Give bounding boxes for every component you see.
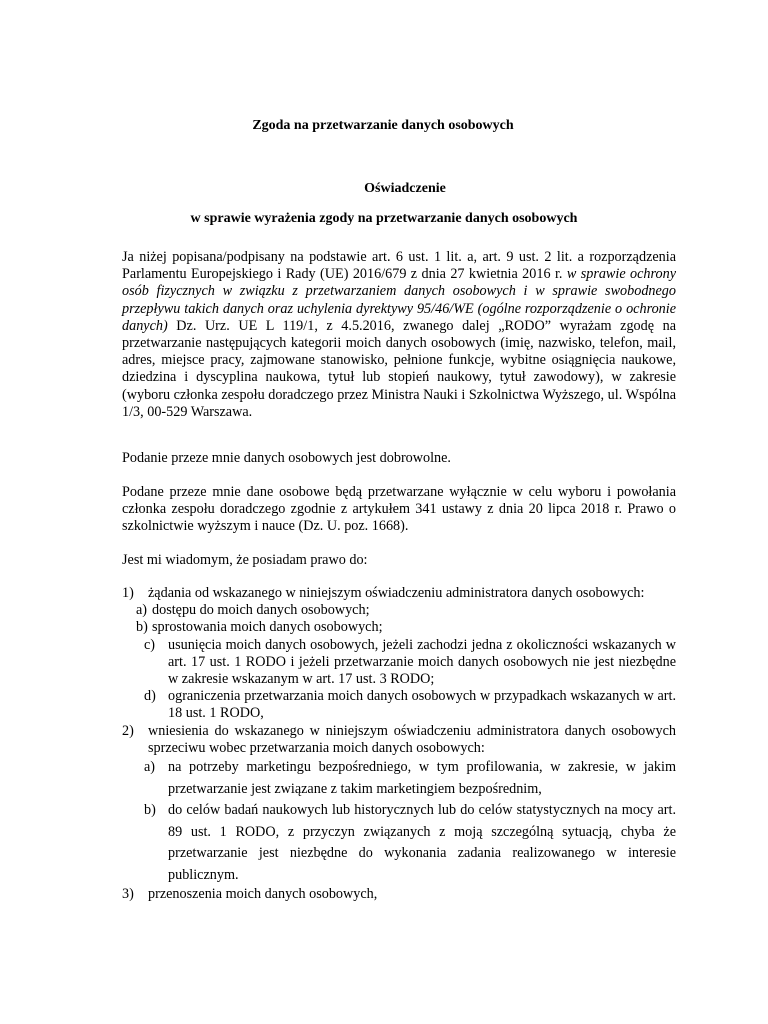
list-item: b) do celów badań naukowych lub historycznych lub do celów statystycznych na mocy art. 89 ust. 1 RODO, z przyczyn związanych z moją szczególną sytuacją, chyba że przetwarzanie jest niezbędne do wykonania zadania realizowanego w interesie publicznym. xyxy=(144,802,676,883)
document-title: Zgoda na przetwarzanie danych osobowych xyxy=(252,118,514,133)
rights-intro: Jest mi wiadomym, że posiadam prawo do: xyxy=(122,552,368,568)
consent-paragraph: Ja niżej popisana/podpisany na podstawie art. 6 ust. 1 lit. a, art. 9 ust. 2 lit. a rozporządzenia Parlamentu Europejskiego i Rady (UE) 2016/679 z dnia 27 kwietnia 2016 r. w sprawie ochrony osób fizycznych w związku z przetwarzaniem danych osobowych i w sprawie swobodnego przepływu takich danych oraz uchylenia dyrektywy 95/46/WE (ogólne rozporządzenie o ochronie danych) Dz. Urz. UE L 119/1, z 4.5.2016, zwanego dalej „RODO” wyrażam zgodę na przetwarzanie następujących kategorii moich danych osobowych (imię, nazwisko, telefon, mail, adres, miejsce pracy, zajmowane stanowisko, pełnione funkcje, wybitne osiągnięcia naukowe, dziedzina i dyscyplina naukowa, tytuł lub stopień naukowy, tytuł zawodowy), w zakresie (wyboru członka zespołu doradczego przez Ministra Nauki i Szkolnictwa Wyższego, ul. Wspólna 1/3, 00-529 Warszawa. xyxy=(122,249,677,420)
list-item: b) sprostowania moich danych osobowych; xyxy=(136,619,383,636)
list-item: a) dostępu do moich danych osobowych; xyxy=(136,602,370,619)
statement-subheading: w sprawie wyrażenia zgody na przetwarzanie danych osobowych xyxy=(190,211,578,226)
voluntary-paragraph: Podanie przeze mnie danych osobowych jest dobrowolne. xyxy=(122,450,451,466)
list-item: 2) wniesienia do wskazanego w niniejszym oświadczeniu administratora danych osobowych sprzeciwu wobec przetwarzania moich danych osobowych: xyxy=(122,722,676,756)
list-item: 3) przenoszenia moich danych osobowych, xyxy=(122,886,378,903)
regulation-title: w sprawie ochrony osób fizycznych w związku z przetwarzaniem danych osobowych i w sprawie swobodnego przepływu takich danych oraz uchylenia dyrektywy 95/46/WE (ogólne rozporządzenie o ochronie danych) xyxy=(122,266,677,334)
list-item: 1) żądania od wskazanego w niniejszym oświadczeniu administratora danych osobowych: xyxy=(122,585,645,601)
list-item: a) na potrzeby marketingu bezpośredniego, w tym profilowania, w zakresie, w jakim przetwarzanie jest związane z takim marketingiem bezpośrednim, xyxy=(144,759,676,797)
list-item: c) usunięcia moich danych osobowych, jeżeli zachodzi jedna z okoliczności wskazanych w art. 17 ust. 1 RODO i jeżeli przetwarzanie moich danych osobowych nie jest niezbędne w zakresie wskazanym w art. 17 ust. 3 RODO; xyxy=(144,636,676,688)
statement-heading: Oświadczenie xyxy=(364,181,446,196)
rights-list xyxy=(122,585,676,903)
purpose-paragraph: Podane przeze mnie dane osobowe będą przetwarzane wyłącznie w celu wyboru i powołania członka zespołu doradczego zgodnie z artykułem 341 ustawy z dnia 20 lipca 2018 r. Prawo o szkolnictwie wyższym i nauce (Dz. U. poz. 1668). xyxy=(122,484,676,535)
list-item: d) ograniczenia przetwarzania moich danych osobowych w przypadkach wskazanych w art. 18 ust. 1 RODO, xyxy=(144,688,676,722)
